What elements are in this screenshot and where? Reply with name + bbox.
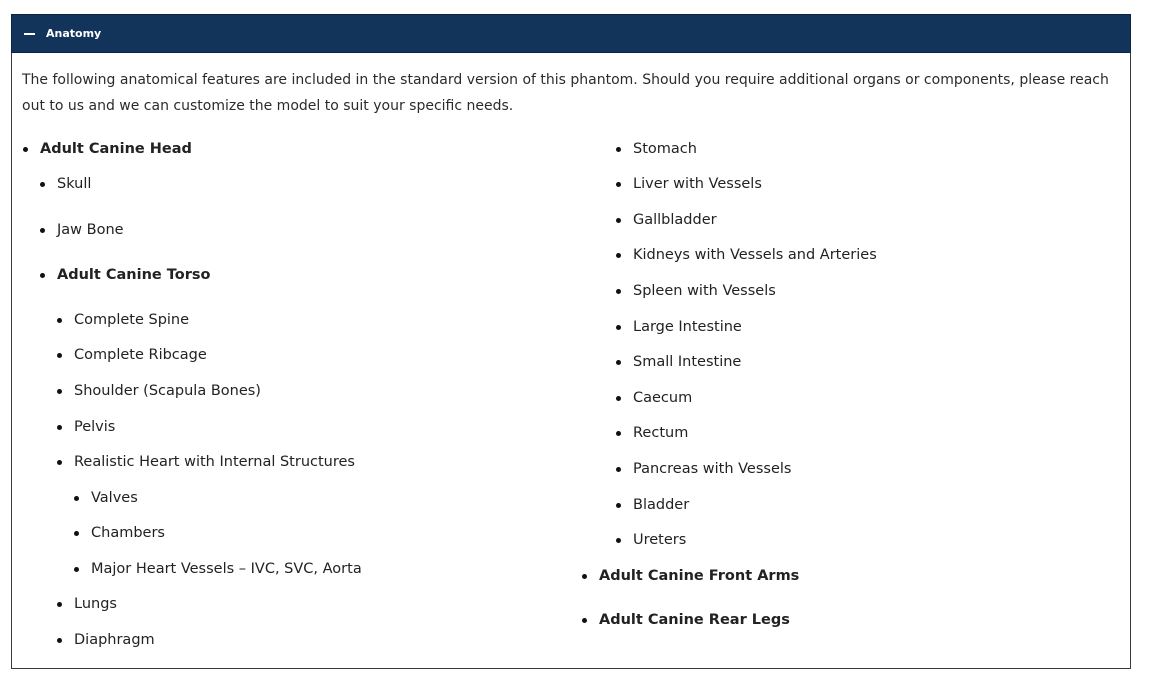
list-item-major-heart-vessels: Major Heart Vessels – IVC, SVC, Aorta xyxy=(91,561,362,577)
list-item-rectum: Rectum xyxy=(633,425,689,441)
intro-paragraph: The following anatomical features are included in the standard version of this phantom. Should you require additional organs or components, please reach out to us and we can customize the model to suit your specific needs. xyxy=(22,72,1109,114)
accordion-header[interactable] xyxy=(11,14,1131,53)
list-item-front-arms: Adult Canine Front Arms xyxy=(599,568,800,584)
list-item-rear-legs: Adult Canine Rear Legs xyxy=(599,612,790,628)
list-item-bladder: Bladder xyxy=(633,497,690,513)
list-item-skull: Skull xyxy=(57,176,92,192)
list-item-ureters: Ureters xyxy=(633,532,687,548)
list-item-complete-spine: Complete Spine xyxy=(74,312,190,328)
list-item-shoulder: Shoulder (Scapula Bones) xyxy=(74,383,261,399)
list-item-realistic-heart: Realistic Heart with Internal Structures xyxy=(74,454,355,470)
list-item-gallbladder: Gallbladder xyxy=(633,212,717,228)
list-item-spleen: Spleen with Vessels xyxy=(633,283,776,299)
list-item-adult-canine-head: Adult Canine Head xyxy=(40,141,192,157)
list-item-lungs: Lungs xyxy=(74,596,117,612)
list-item-small-intestine: Small Intestine xyxy=(633,354,742,370)
list-item-jaw-bone: Jaw Bone xyxy=(57,222,124,238)
list-item-large-intestine: Large Intestine xyxy=(633,319,742,335)
list-item-diaphragm: Diaphragm xyxy=(74,632,155,648)
list-item-pancreas: Pancreas with Vessels xyxy=(633,461,792,477)
list-item-liver: Liver with Vessels xyxy=(633,176,762,192)
anatomy-accordion xyxy=(11,14,1131,669)
accordion-content xyxy=(11,53,1131,669)
list-item-chambers: Chambers xyxy=(91,525,165,541)
list-item-complete-ribcage: Complete Ribcage xyxy=(74,347,207,363)
list-item-adult-canine-torso: Adult Canine Torso xyxy=(57,267,211,283)
minus-icon[interactable] xyxy=(24,33,35,35)
list-item-caecum: Caecum xyxy=(633,390,693,406)
list-item-valves: Valves xyxy=(91,490,138,506)
accordion-title: Anatomy xyxy=(46,27,102,40)
list-item-stomach: Stomach xyxy=(633,141,697,157)
list-item-pelvis: Pelvis xyxy=(74,419,116,435)
list-item-kidneys: Kidneys with Vessels and Arteries xyxy=(633,247,877,263)
